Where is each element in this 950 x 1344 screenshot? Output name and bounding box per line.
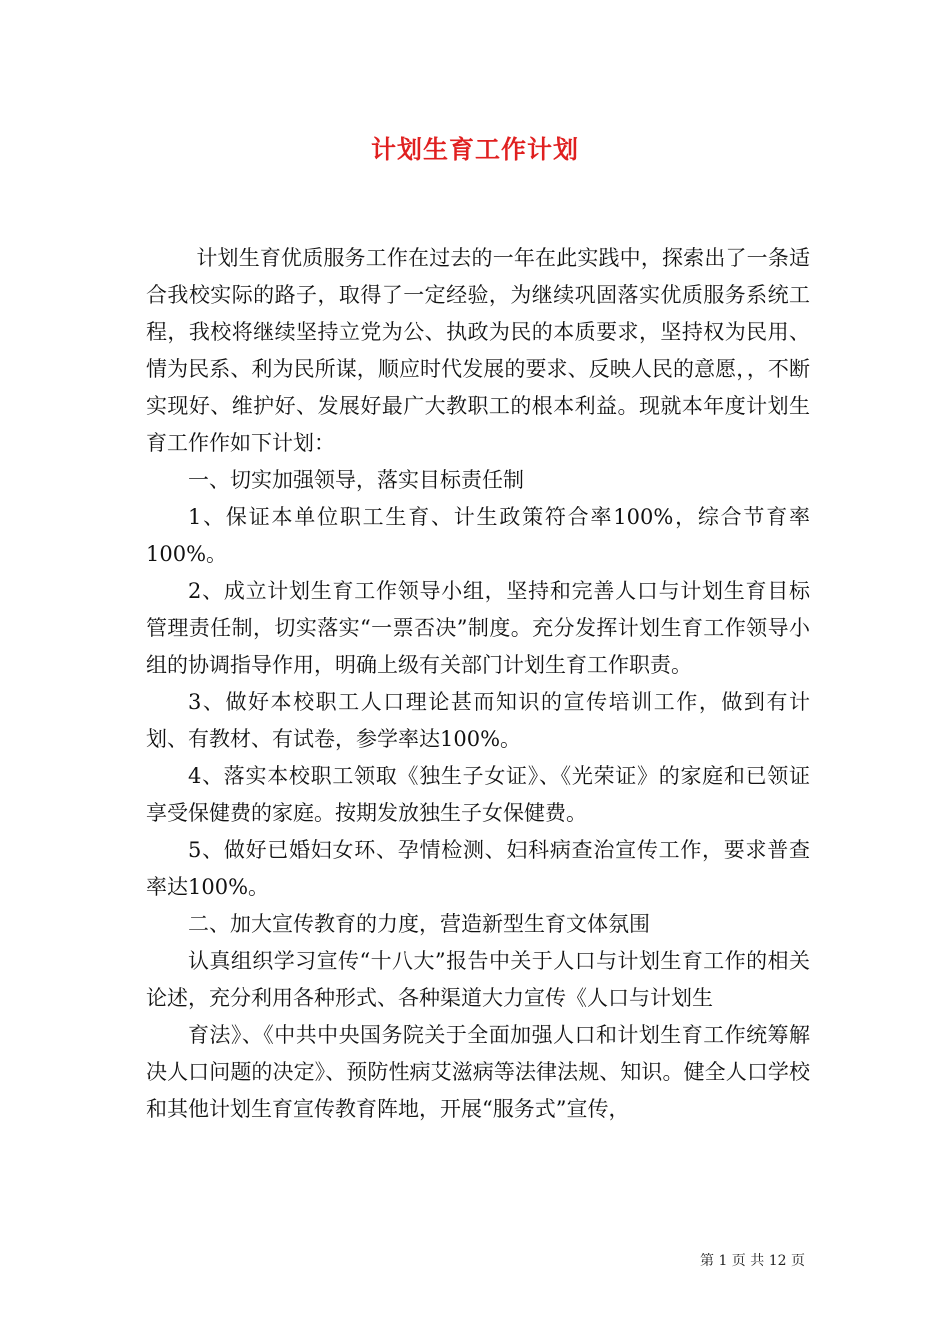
document-title: 计划生育工作计划: [370, 135, 579, 164]
section-2-paragraph-1: 认真组织学习宣传“十八大”报告中关于人口与计划生育工作的相关论述，充分利用各种形式、各种渠道大力宣传《人口与计划生: [146, 949, 810, 1010]
list-item-2: 2、成立计划生育工作领导小组，坚持和完善人口与计划生育目标管理责任制，切实落实“一票否决”制度。充分发挥计划生育工作领导小组的协调指导作用，明确上级有关部门计划生育工作职责。: [146, 579, 810, 677]
page-number: 第 1 页 共 12 页: [700, 1253, 805, 1269]
intro-paragraph: 计划生育优质服务工作在过去的一年在此实践中，探索出了一条适合我校实际的路子，取得了一定经验，为继续巩固落实优质服务系统工程，我校将继续坚持立党为公、执政为民的本质要求，坚持权为民用、情为民系、利为民所谋，顺应时代发展的要求、反映人民的意愿，，不断实现好、维护好、发展好最广大教职工的根本利益。现就本年度计划生育工作作如下计划：: [146, 246, 810, 455]
section-heading-2: 二、加大宣传教育的力度，营造新型生育文体氛围: [188, 912, 650, 936]
list-item-1: 1、保证本单位职工生育、计生政策符合率100%，综合节育率100%。: [146, 505, 810, 566]
document-body: [146, 240, 810, 1128]
list-item-3: 3、做好本校职工人口理论甚而知识的宣传培训工作，做到有计划、有教材、有试卷，参学率达100%。: [146, 690, 810, 751]
section-heading-1: 一、切实加强领导，落实目标责任制: [188, 468, 524, 492]
section-2-paragraph-2: 育法》、《中共中央国务院关于全面加强人口和计划生育工作统筹解决人口问题的决定》、预防性病艾滋病等法律法规、知识。健全人口学校和其他计划生育宣传教育阵地，开展“服务式”宣传，: [146, 1023, 810, 1121]
list-item-5: 5、做好已婚妇女环、孕情检测、妇科病查治宣传工作，要求普查率达100%。: [146, 838, 810, 899]
list-item-4: 4、落实本校职工领取《独生子女证》、《光荣证》的家庭和已领证享受保健费的家庭。按期发放独生子女保健费。: [146, 764, 810, 825]
